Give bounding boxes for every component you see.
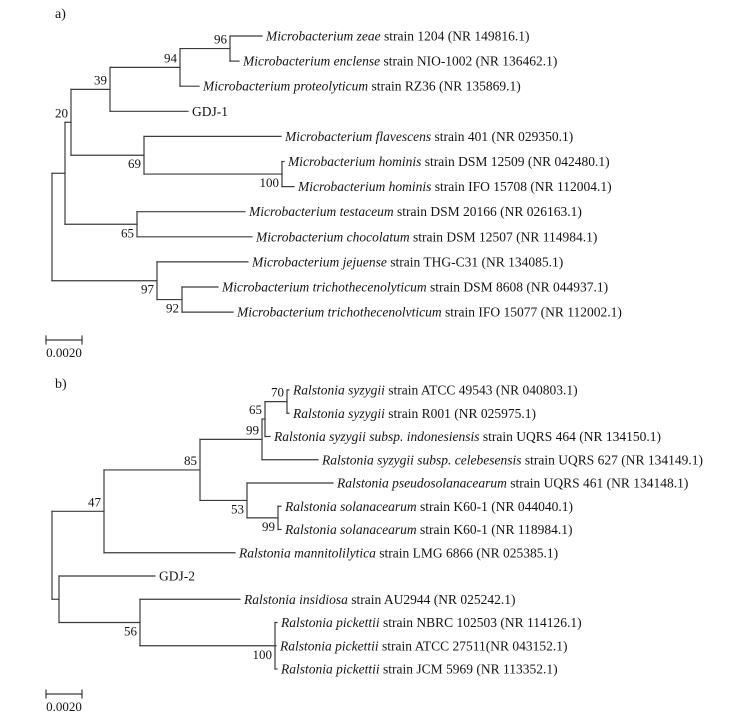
species-name: Ralstonia syzygii subsp. indonesiensis — [274, 429, 480, 444]
bootstrap-value: 99 — [246, 422, 259, 438]
strain-text: strain NIO-1002 (NR 136462.1) — [380, 53, 558, 69]
bootstrap-value: 92 — [166, 300, 179, 316]
leaf-label — [297, 179, 612, 194]
leaf-label — [236, 305, 622, 320]
bootstrap-value: 99 — [262, 518, 275, 534]
strain-text: strain K60-1 (NR 044040.1) — [416, 498, 573, 514]
strain-text: GDJ-1 — [192, 103, 228, 119]
strain-text: strain 401 (NR 029350.1) — [431, 128, 574, 144]
species-name: Microbacterium zeae — [266, 28, 381, 44]
bootstrap-value: 20 — [55, 105, 68, 121]
bootstrap-value: 100 — [259, 175, 279, 191]
leaf-label — [287, 154, 610, 169]
bootstrap-value: 47 — [88, 494, 101, 510]
species-name: Ralstonia pickettii — [280, 638, 379, 654]
species-name: Ralstonia solanacearum — [285, 522, 417, 537]
bootstrap-value: 96 — [214, 31, 227, 47]
leaf-label — [284, 129, 573, 144]
leaf-label — [321, 452, 703, 467]
species-name: Microbacterium hominis — [298, 179, 432, 195]
panel-b-label: b) — [55, 377, 67, 392]
species-name: Ralstonia mannitolilytica — [239, 545, 376, 561]
strain-text: strain R001 (NR 025975.1) — [384, 405, 536, 421]
bootstrap-value: 97 — [141, 281, 154, 297]
species-name: Ralstonia insidiosa — [244, 591, 348, 607]
leaf-label — [242, 54, 557, 69]
strain-text: strain JCM 5969 (NR 113352.1) — [379, 661, 558, 677]
strain-text: GDJ-2 — [159, 568, 195, 584]
bootstrap-value: 100 — [252, 646, 272, 662]
strain-text: strain UQRS 627 (NR 134149.1) — [521, 452, 703, 468]
leaf-label — [255, 229, 597, 244]
strain-text: strain DSM 12509 (NR 042480.1) — [421, 154, 610, 169]
strain-text: strain IFO 15077 (NR 112002.1) — [441, 304, 622, 320]
leaf-label — [273, 429, 661, 444]
leaf-label — [202, 79, 521, 94]
strain-text: strain LMG 6866 (NR 025385.1) — [375, 545, 559, 561]
strain-text: strain DSM 8608 (NR 044937.1) — [426, 279, 609, 295]
bootstrap-value: 70 — [271, 384, 284, 400]
strain-text: strain 1204 (NR 149816.1) — [380, 28, 530, 44]
leaf-label — [280, 662, 558, 677]
strain-text: strain RZ36 (NR 135869.1) — [368, 78, 521, 94]
species-name: Ralstonia pseudosolanacearum — [337, 475, 507, 491]
leaf-label — [238, 545, 558, 560]
species-name: Ralstonia syzygii — [293, 405, 385, 421]
leaf-label — [284, 499, 573, 514]
scale-bar-label: 0.0020 — [46, 345, 82, 360]
leaf-label — [248, 204, 582, 219]
strain-text: strain ATCC 27511(NR 043152.1) — [378, 638, 568, 654]
species-name: Microbacterium trichothecenolyticum — [222, 279, 427, 295]
species-name: Microbacterium chocolatum — [256, 229, 410, 245]
leaf-label — [292, 406, 536, 421]
species-name: Microbacterium testaceum — [249, 204, 394, 220]
panel-a-label: a) — [55, 7, 66, 22]
species-name: Microbacterium flavescens — [285, 128, 432, 144]
strain-text: strain DSM 12507 (NR 114984.1) — [409, 229, 598, 245]
strain-text: strain ATCC 49543 (NR 040803.1) — [384, 382, 578, 398]
species-name: Ralstonia pickettii — [281, 615, 380, 630]
bootstrap-value: 65 — [249, 402, 262, 418]
species-name: Microbacterium proteolyticum — [203, 78, 369, 94]
scale-bar-label: 0.0020 — [46, 699, 82, 714]
leaf-label — [251, 254, 563, 269]
leaf-label — [243, 592, 516, 607]
leaf-label — [279, 638, 567, 653]
species-name: Ralstonia syzygii — [293, 382, 385, 398]
strain-text: strain IFO 15708 (NR 112004.1) — [431, 179, 612, 195]
leaf-label — [221, 280, 608, 295]
bootstrap-value: 69 — [128, 156, 141, 172]
bootstrap-value: 39 — [94, 72, 107, 88]
leaf-label — [159, 569, 195, 584]
strain-text: strain K60-1 (NR 118984.1) — [416, 522, 573, 537]
strain-text: strain DSM 20166 (NR 026163.1) — [393, 204, 582, 220]
species-name: Ralstonia syzygii subsp. celebesensis — [322, 452, 522, 468]
strain-text: strain NBRC 102503 (NR 114126.1) — [379, 615, 582, 630]
bootstrap-value: 94 — [164, 50, 177, 66]
species-name: Microbacterium jejuense — [252, 254, 387, 270]
leaf-label — [265, 29, 529, 44]
bootstrap-value: 65 — [121, 225, 134, 241]
species-name: Ralstonia pickettii — [281, 661, 380, 677]
strain-text: strain THG-C31 (NR 134085.1) — [386, 254, 564, 270]
species-name: Microbacterium hominis — [288, 154, 422, 169]
leaf-label — [192, 104, 228, 119]
strain-text: strain UQRS 461 (NR 134148.1) — [506, 475, 689, 491]
species-name: Ralstonia solanacearum — [285, 498, 417, 514]
leaf-label — [284, 522, 572, 537]
bootstrap-value: 56 — [124, 623, 137, 639]
leaf-label — [280, 615, 582, 630]
species-name: Microbacterium trichothecenolvticum — [237, 304, 442, 320]
bootstrap-value: 85 — [184, 452, 197, 468]
leaf-label — [336, 476, 688, 491]
species-name: Microbacterium enclense — [243, 53, 381, 69]
bootstrap-value: 53 — [231, 501, 244, 517]
leaf-label — [292, 383, 578, 398]
strain-text: strain UQRS 464 (NR 134150.1) — [479, 429, 661, 444]
strain-text: strain AU2944 (NR 025242.1) — [347, 591, 516, 607]
